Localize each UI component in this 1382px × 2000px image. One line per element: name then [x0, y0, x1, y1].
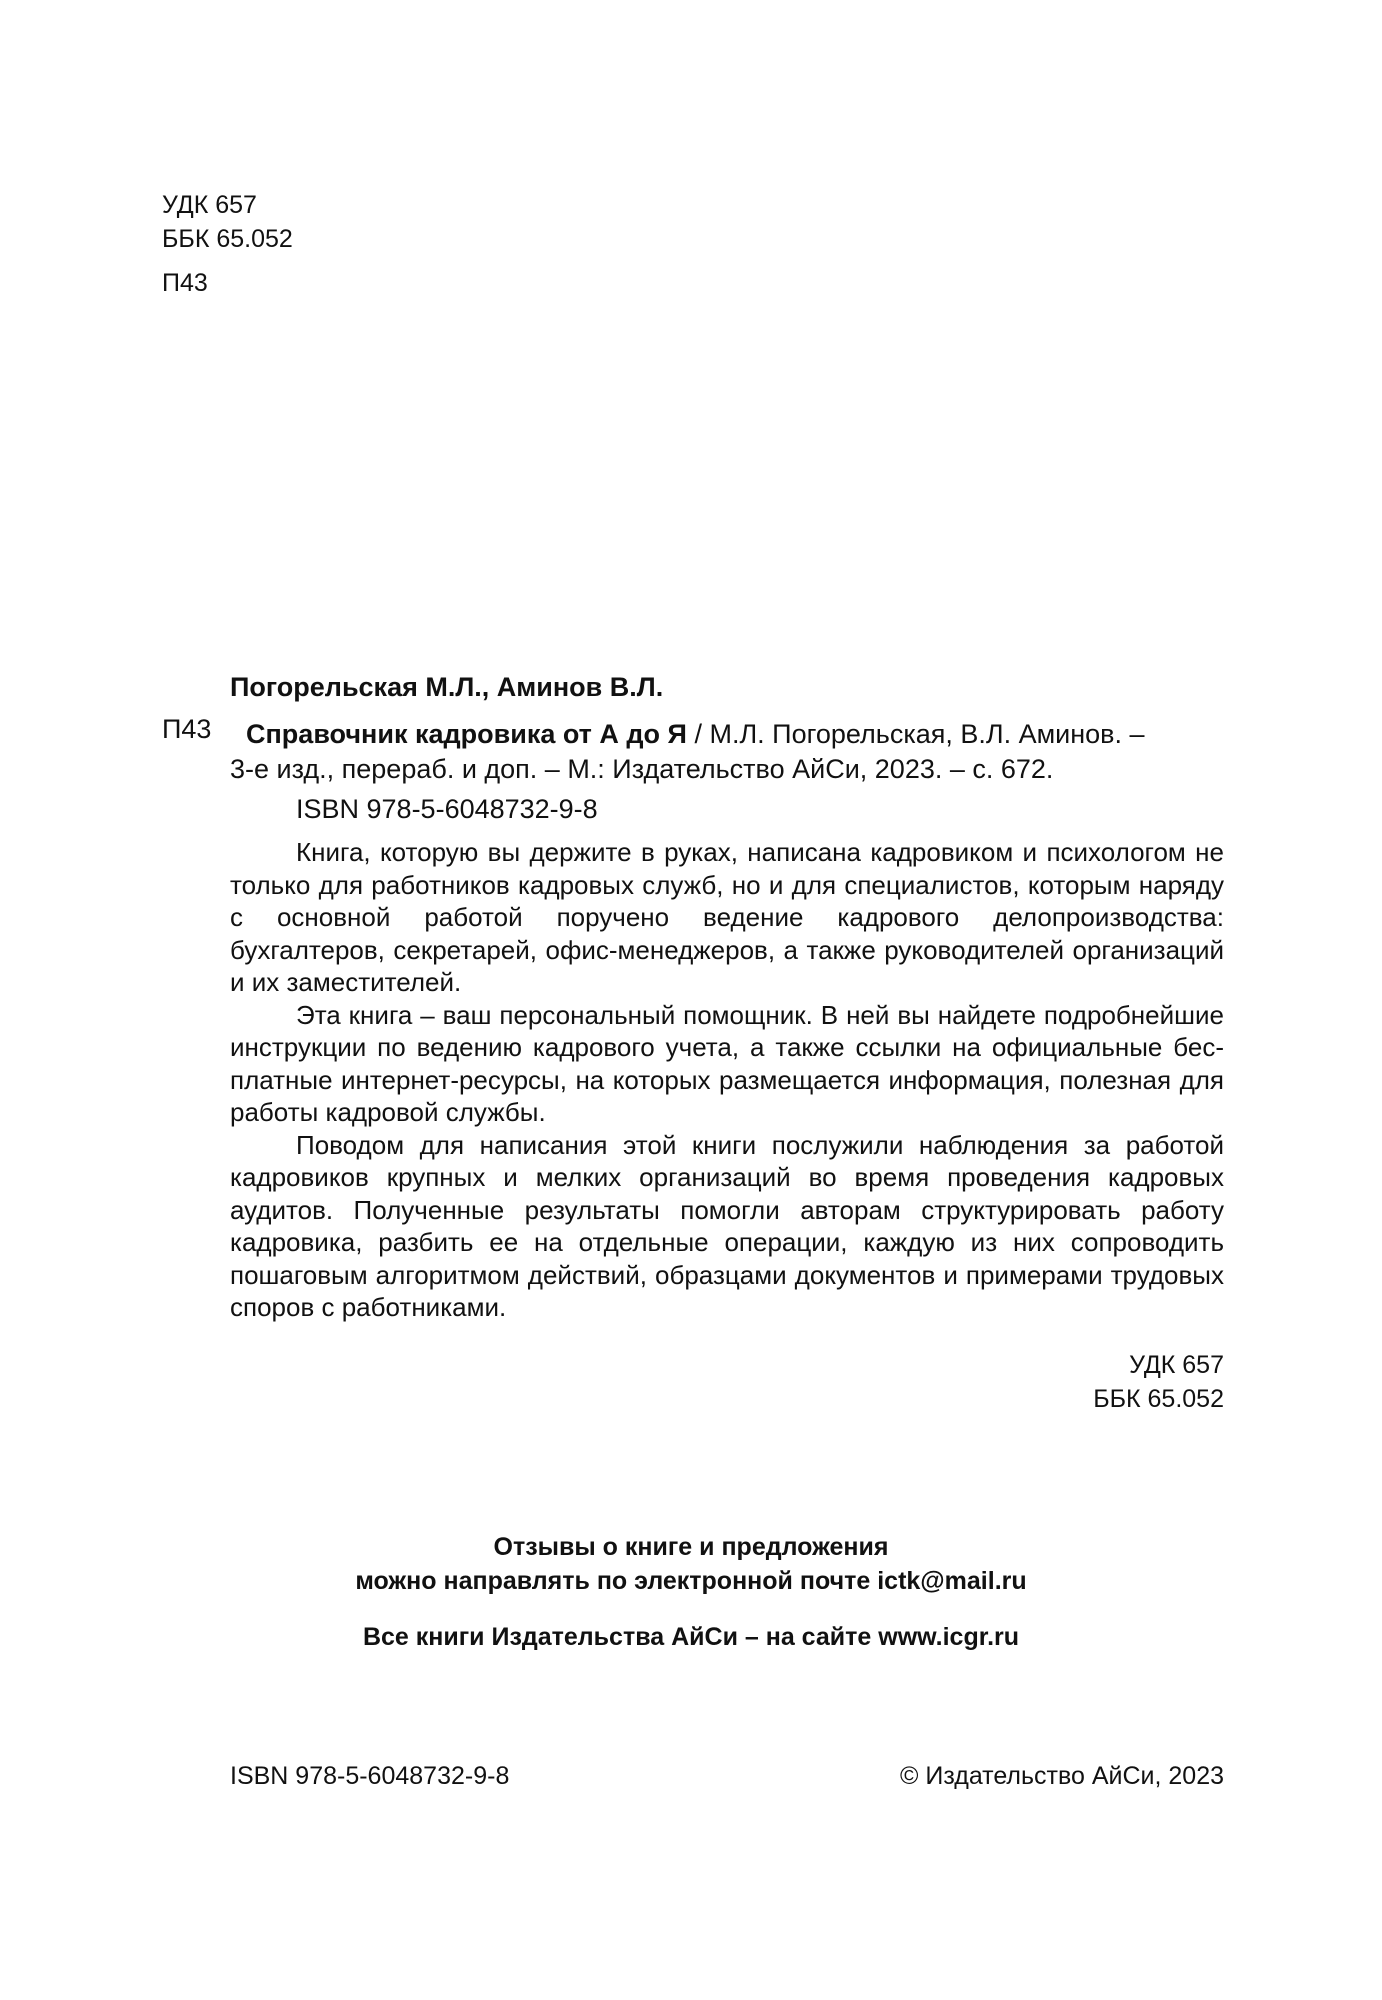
abstract: [230, 836, 1224, 1324]
udk-code-top: УДК 657: [162, 191, 257, 219]
abstract-paragraph-3: Поводом для написания этой книги послужили наблюдения за работой кадровиков крупных и мелких организаций во время проведения кадровых аудитов. Полученные результаты помогли авторам структурировать работу кадровика, разбить ее на отдельные операции, каждую из них сопроводить пошаговым алгоритмом действий, образцами документов и примерами трудовых споров с работниками.: [230, 1129, 1224, 1322]
title-line: [246, 714, 1226, 754]
author-sign-top: П43: [162, 269, 208, 297]
bbk-code-top: ББК 65.052: [162, 225, 293, 253]
publication-info: 3-е изд., перераб. и доп. – М.: Издательство АйСи, 2023. – с. 672.: [230, 754, 1054, 784]
abstract-paragraph-1: Книга, которую вы держите в руках, написана кадровиком и психологом не только для работников кадровых служб, но и для специалистов, которым наряду с основной работой поручено ведение кадрового делопроизводства: бухгалтеров, секретарей, офис-менеджеров, а также руководителей организаций и их заместителей.: [230, 837, 1224, 997]
top-classification-codes: [162, 188, 293, 300]
feedback-block: [0, 1530, 1382, 1654]
abstract-paragraph-2: Эта книга – ваш персональный помощник. В ней вы найдете подробнейшие инструкции по ведению кадрового учета, а также ссылки на официальные бесплатные интернет-ресурсы, на которых размещается информация, полезная для работы кадровой службы.: [230, 999, 1224, 1127]
authors-line: Погорельская М.Л., Аминов В.Л.: [230, 672, 664, 702]
feedback-line-3: Все книги Издательства АйСи – на сайте www.icgr.ru: [362, 1623, 1020, 1651]
book-title: Справочник кадровика от А до Я: [246, 719, 687, 749]
author-sign-catalog: П43: [162, 714, 212, 744]
footer-isbn: ISBN 978-5-6048732-9-8: [230, 1762, 510, 1790]
isbn-catalog: ISBN 978-5-6048732-9-8: [296, 794, 598, 824]
right-classification-codes: [1000, 1348, 1224, 1416]
footer-copyright: © Издательство АйСи, 2023: [899, 1762, 1224, 1790]
feedback-line-2: можно направлять по электронной почте ictk@mail.ru: [355, 1567, 1027, 1595]
feedback-line-1: Отзывы о книге и предложения: [493, 1533, 889, 1561]
title-responsibility: / М.Л. Погорельская, В.Л. Аминов. –: [686, 719, 1145, 749]
bbk-code-right: ББК 65.052: [1093, 1385, 1224, 1413]
udk-code-right: УДК 657: [1129, 1351, 1224, 1379]
